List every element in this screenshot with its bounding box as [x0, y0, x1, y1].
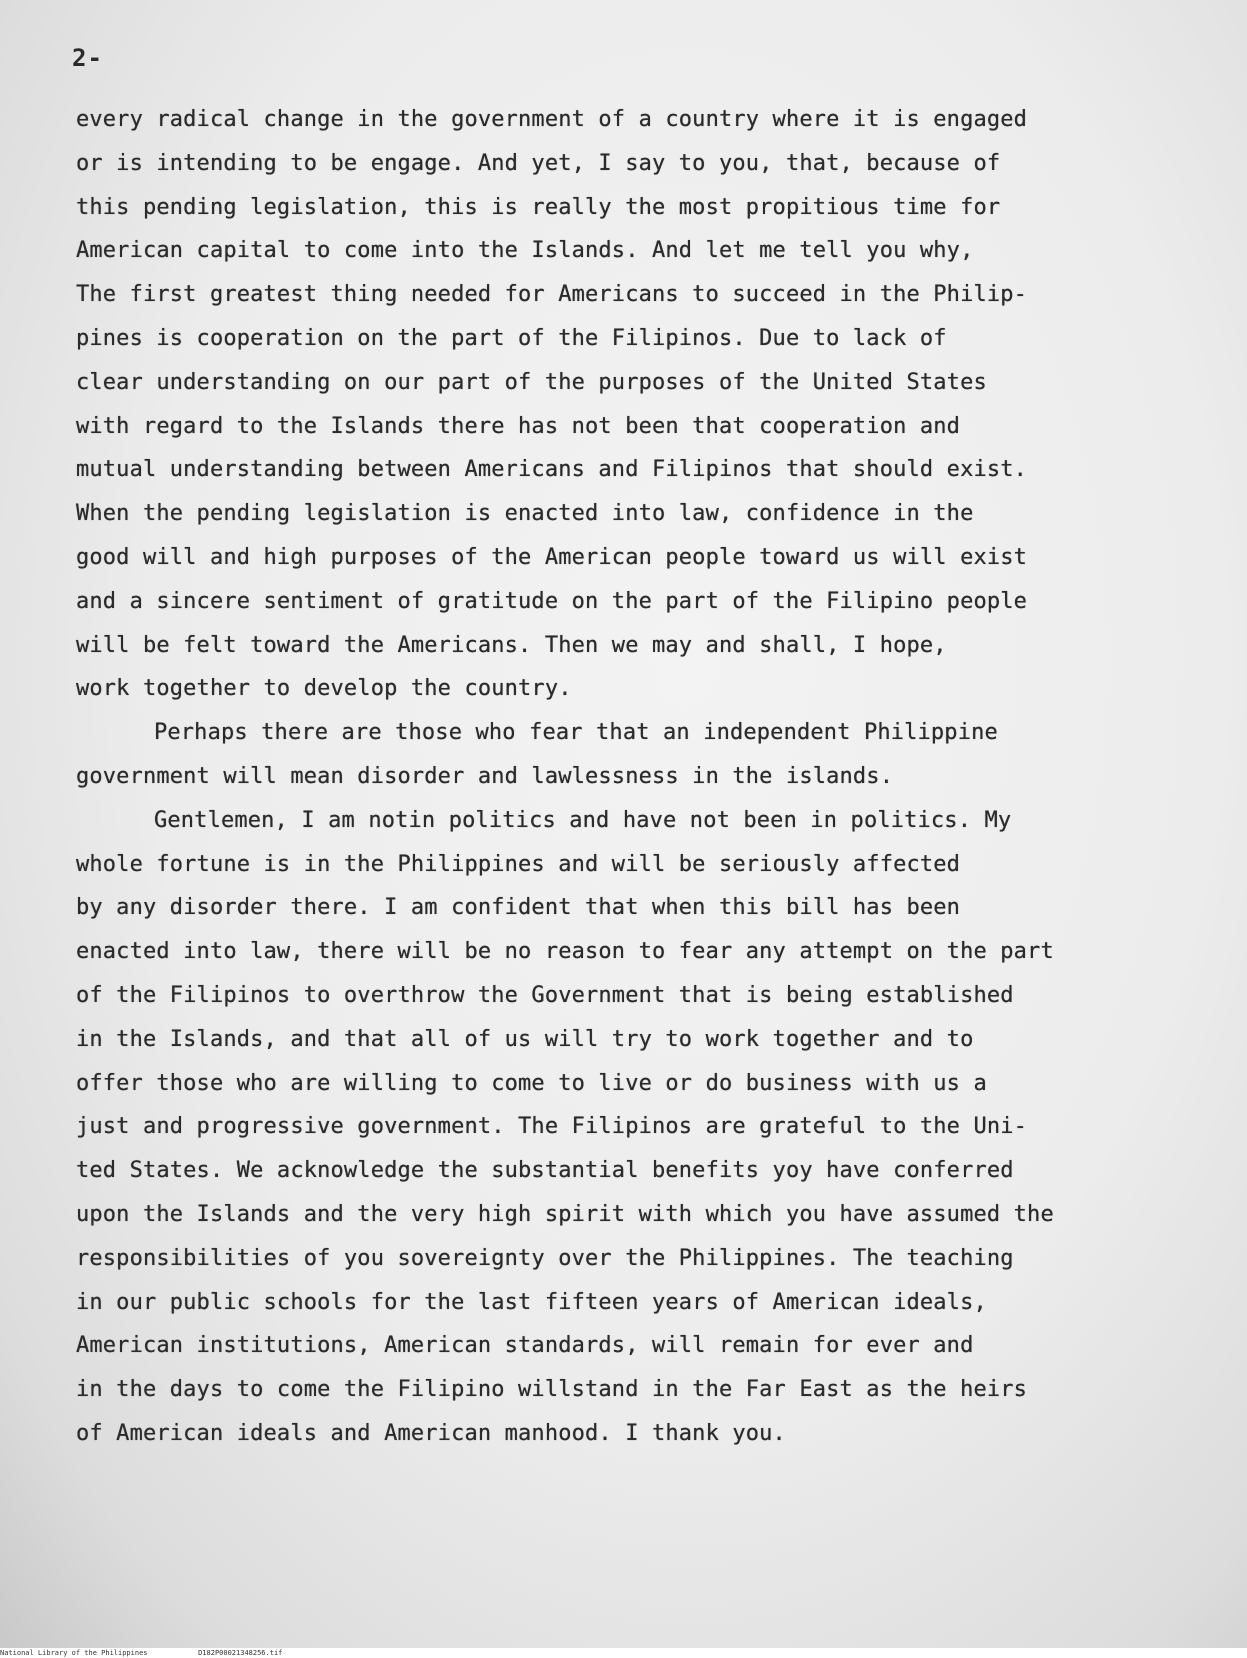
footer-file: D182P00021348256.tif	[198, 1649, 283, 1657]
text-line: or is intending to be engage. And yet, I say to you, that, because of	[76, 150, 1001, 176]
text-line: American capital to come into the Islands. And let me tell you why,	[76, 238, 974, 264]
text-line: Gentlemen, I am notin politics and have not been in politics. My	[154, 807, 1012, 833]
text-line: mutual understanding between Americans and Filipinos that should exist.	[76, 457, 1028, 483]
text-line: The first greatest thing needed for Americans to succeed in the Philip-	[76, 282, 1028, 308]
scan-footer	[0, 1648, 1247, 1658]
text-line: good will and high purposes of the American people toward us will exist	[76, 544, 1028, 570]
text-line: of American ideals and American manhood. I thank you.	[76, 1420, 786, 1446]
page-number: 2-	[72, 44, 103, 72]
text-line: in the Islands, and that all of us will try to work together and to	[76, 1026, 974, 1052]
text-line: will be felt toward the Americans. Then we may and shall, I hope,	[76, 632, 947, 658]
text-line: ted States. We acknowledge the substantial benefits yoy have conferred	[76, 1158, 1014, 1184]
text-line: offer those who are willing to come to live or do business with us a	[76, 1070, 987, 1096]
text-line: every radical change in the government of a country where it is engaged	[76, 107, 1028, 132]
text-line: of the Filipinos to overthrow the Government that is being established	[76, 982, 1014, 1008]
text-line: with regard to the Islands there has not been that cooperation and	[76, 413, 961, 439]
text-line: in the days to come the Filipino willstand in the Far East as the heirs	[76, 1377, 1028, 1403]
footer-library: National Library of the Philippines	[0, 1649, 148, 1657]
text-line: government will mean disorder and lawlessness in the islands.	[76, 763, 894, 789]
body-text	[76, 98, 1186, 1456]
text-line: in our public schools for the last fifteen years of American ideals,	[76, 1289, 987, 1315]
text-line: by any disorder there. I am confident that when this bill has been	[76, 895, 961, 921]
text-line: pines is cooperation on the part of the Filipinos. Due to lack of	[76, 325, 947, 351]
text-line: enacted into law, there will be no reason to fear any attempt on the part	[76, 939, 1054, 965]
text-line: Perhaps there are those who fear that an independent Philippine	[154, 720, 998, 746]
text-line: and a sincere sentiment of gratitude on the part of the Filipino people	[76, 588, 1028, 614]
text-line: upon the Islands and the very high spirit with which you have assumed the	[76, 1201, 1054, 1227]
text-line: American institutions, American standards, will remain for ever and	[76, 1333, 974, 1359]
text-line: just and progressive government. The Filipinos are grateful to the Uni-	[76, 1114, 1028, 1140]
text-line: When the pending legislation is enacted into law, confidence in the	[76, 501, 974, 527]
text-line: clear understanding on our part of the purposes of the United States	[76, 369, 987, 395]
text-line: work together to develop the country.	[76, 676, 572, 702]
text-line: this pending legislation, this is really the most propitious time for	[76, 194, 1001, 220]
text-line: whole fortune is in the Philippines and will be seriously affected	[76, 851, 961, 877]
text-line: responsibilities of you sovereignty over the Philippines. The teaching	[76, 1245, 1014, 1271]
